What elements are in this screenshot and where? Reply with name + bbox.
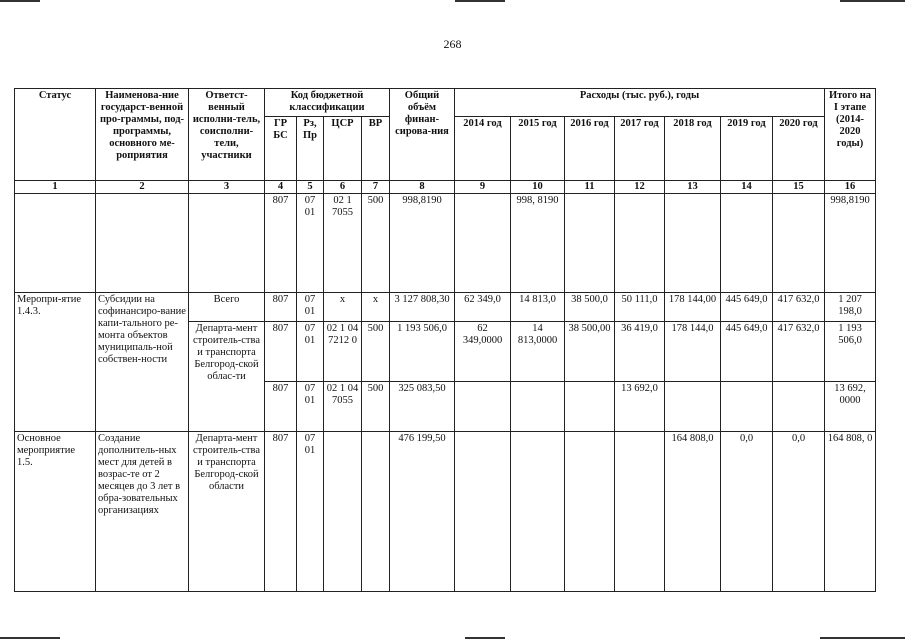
cell-2015 (511, 382, 565, 432)
header-2018: 2018 год (665, 117, 721, 181)
cell-csr: 02 1 04 7212 0 (324, 322, 362, 382)
cell-name: Создание дополнитель-ных мест для детей в возрас-те от 2 месяцев до 3 лет в обра-зовательных организациях (96, 432, 189, 592)
cell-2017 (615, 432, 665, 592)
page-number: 268 (443, 37, 462, 51)
cell-csr (324, 432, 362, 592)
header-vr: ВР (362, 117, 390, 181)
cell-total: 3 127 808,30 (390, 293, 455, 322)
cell-2019 (721, 194, 773, 293)
cell-vr: 500 (362, 194, 390, 293)
cell-2014: 62 349,0000 (455, 322, 511, 382)
cell-stage-total: 1 207 198,0 (825, 293, 876, 322)
cell-responsible: Департа-мент строитель-ства и транспорта Белгород-ской области (189, 432, 265, 592)
cell-2016: 38 500,00 (565, 322, 615, 382)
header-2016: 2016 год (565, 117, 615, 181)
cell-name: Субсидии на софинансиро-вание капи-тального ре-монта объектов муниципаль-ной собствен-ности (96, 293, 189, 432)
cell-total: 325 083,50 (390, 382, 455, 432)
cell-vr: 500 (362, 322, 390, 382)
cell-2016 (565, 432, 615, 592)
cell-csr: 02 1 04 7055 (324, 382, 362, 432)
cell-2018 (665, 194, 721, 293)
bottom-rule-mid (465, 637, 505, 639)
cell-2019: 445 649,0 (721, 322, 773, 382)
cell-2020: 417 632,0 (773, 293, 825, 322)
cell-grbs: 807 (265, 194, 297, 293)
col-num: 3 (189, 181, 265, 194)
cell-2020: 417 632,0 (773, 322, 825, 382)
cell-2015: 998, 8190 (511, 194, 565, 293)
col-num: 2 (96, 181, 189, 194)
col-num: 6 (324, 181, 362, 194)
col-num: 1 (15, 181, 96, 194)
cell-2020: 0,0 (773, 432, 825, 592)
cell-2016 (565, 194, 615, 293)
cell-rzpr: 07 01 (297, 382, 324, 432)
cell-2014 (455, 194, 511, 293)
cell-2014: 62 349,0 (455, 293, 511, 322)
cell-2015: 14 813,0000 (511, 322, 565, 382)
cell-csr: х (324, 293, 362, 322)
col-num: 16 (825, 181, 876, 194)
header-total: Общий объём финан-сирова-ния (390, 89, 455, 181)
top-rule-mid (455, 0, 505, 2)
cell-2018: 164 808,0 (665, 432, 721, 592)
cell-2014 (455, 432, 511, 592)
col-num: 14 (721, 181, 773, 194)
col-num: 15 (773, 181, 825, 194)
cell-rzpr: 07 01 (297, 194, 324, 293)
cell-2019: 0,0 (721, 432, 773, 592)
col-num: 10 (511, 181, 565, 194)
header-grbs: ГР БС (265, 117, 297, 181)
cell-name (96, 194, 189, 293)
col-num: 9 (455, 181, 511, 194)
cell-total: 998,8190 (390, 194, 455, 293)
table-row (15, 194, 876, 293)
header-2019: 2019 год (721, 117, 773, 181)
cell-grbs: 807 (265, 293, 297, 322)
column-number-row (15, 181, 876, 194)
col-num: 13 (665, 181, 721, 194)
cell-2017 (615, 194, 665, 293)
cell-stage-total: 1 193 506,0 (825, 322, 876, 382)
cell-2016: 38 500,0 (565, 293, 615, 322)
table-row (15, 293, 876, 322)
cell-status (15, 194, 96, 293)
cell-stage-total: 13 692, 0000 (825, 382, 876, 432)
header-expenses: Расходы (тыс. руб.), годы (455, 89, 825, 117)
header-status: Статус (15, 89, 96, 181)
cell-responsible (189, 194, 265, 293)
top-rule-right (840, 0, 905, 2)
budget-table (14, 88, 876, 592)
cell-status: Основное мероприятие 1.5. (15, 432, 96, 592)
header-budget-code: Код бюджетной классификации (265, 89, 390, 117)
header-csr: ЦСР (324, 117, 362, 181)
cell-2016 (565, 382, 615, 432)
cell-2014 (455, 382, 511, 432)
cell-rzpr: 07 01 (297, 293, 324, 322)
cell-vr (362, 432, 390, 592)
cell-2015: 14 813,0 (511, 293, 565, 322)
cell-stage-total: 164 808, 0 (825, 432, 876, 592)
col-num: 11 (565, 181, 615, 194)
cell-2019 (721, 382, 773, 432)
header-2014: 2014 год (455, 117, 511, 181)
cell-2017: 50 111,0 (615, 293, 665, 322)
cell-2017: 13 692,0 (615, 382, 665, 432)
cell-2019: 445 649,0 (721, 293, 773, 322)
cell-csr: 02 1 7055 (324, 194, 362, 293)
bottom-rule-left (0, 637, 60, 639)
bottom-rule-right (820, 637, 905, 639)
cell-grbs: 807 (265, 322, 297, 382)
header-responsible: Ответст-венный исполни-тель, соисполни-тели, участники (189, 89, 265, 181)
cell-responsible: Всего (189, 293, 265, 322)
cell-rzpr: 07 01 (297, 432, 324, 592)
cell-vr: 500 (362, 382, 390, 432)
col-num: 12 (615, 181, 665, 194)
cell-grbs: 807 (265, 382, 297, 432)
col-num: 7 (362, 181, 390, 194)
cell-rzpr: 07 01 (297, 322, 324, 382)
cell-2020 (773, 194, 825, 293)
cell-total: 1 193 506,0 (390, 322, 455, 382)
cell-2018: 178 144,00 (665, 293, 721, 322)
header-rzpr: Рз, Пр (297, 117, 324, 181)
cell-2018: 178 144,0 (665, 322, 721, 382)
header-name: Наименова-ние государст-венной про-граммы, под-программы, основного ме-роприятия (96, 89, 189, 181)
cell-2017: 36 419,0 (615, 322, 665, 382)
cell-grbs: 807 (265, 432, 297, 592)
header-2017: 2017 год (615, 117, 665, 181)
cell-total: 476 199,50 (390, 432, 455, 592)
cell-2015 (511, 432, 565, 592)
cell-2020 (773, 382, 825, 432)
cell-stage-total: 998,8190 (825, 194, 876, 293)
header-2015: 2015 год (511, 117, 565, 181)
header-stage-total: Итого на I этапе (2014-2020 годы) (825, 89, 876, 181)
cell-status: Меропри-ятие 1.4.3. (15, 293, 96, 432)
cell-vr: х (362, 293, 390, 322)
header-2020: 2020 год (773, 117, 825, 181)
col-num: 4 (265, 181, 297, 194)
cell-2018 (665, 382, 721, 432)
col-num: 5 (297, 181, 324, 194)
top-rule-left (0, 0, 40, 2)
col-num: 8 (390, 181, 455, 194)
cell-responsible: Департа-мент строитель-ства и транспорта Белгород-ской облас-ти (189, 322, 265, 432)
table-row (15, 432, 876, 592)
